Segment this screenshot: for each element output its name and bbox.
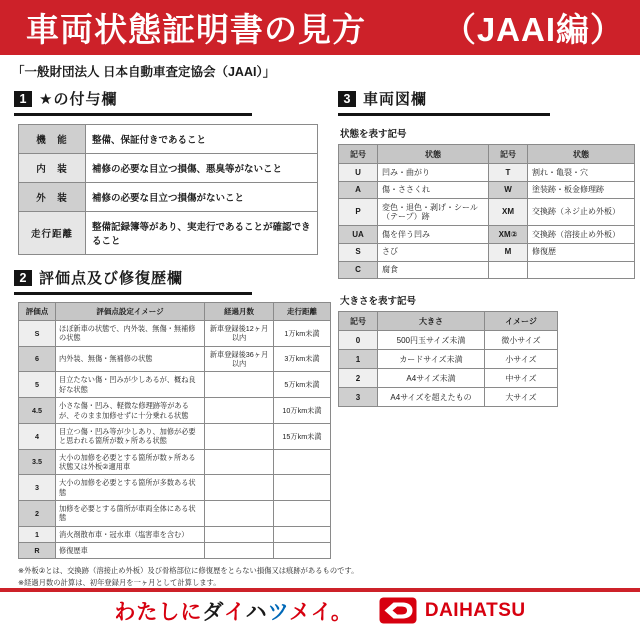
column-header: イメージ [485, 312, 558, 331]
size-cell: カードサイズ未満 [378, 350, 485, 369]
grade-table [18, 302, 331, 559]
status-cell-empty [528, 261, 635, 279]
slogan-part: イ [223, 600, 246, 624]
grade-cell: 5 [19, 372, 56, 398]
footnotes [18, 565, 359, 588]
right-column [338, 84, 628, 588]
symbol-cell: P [339, 199, 378, 226]
symbol-cell: U [339, 164, 378, 182]
section2-number-badge: 2 [14, 270, 32, 286]
status-cell: 傷を伴う凹み [378, 226, 489, 244]
table-row [339, 243, 635, 261]
column-header: 記号 [489, 145, 528, 164]
criteria-desc: 整備記録簿等があり、実走行であることが確認できること [86, 212, 318, 255]
grade-months [205, 423, 274, 449]
daihatsu-brand-logo [379, 597, 526, 624]
image-cell: 小サイズ [485, 350, 558, 369]
table-row [19, 423, 331, 449]
organization-subtitle: 「一般財団法人 日本自動車査定協会（JAAI）」 [12, 65, 276, 79]
symbol-cell: A [339, 181, 378, 199]
symbol-cell: 1 [339, 350, 378, 369]
grade-desc: 消火剤散布車・冠水車（塩害車を含む） [56, 526, 205, 542]
grade-distance [274, 526, 331, 542]
grade-desc: 修復歴車 [56, 543, 205, 559]
grade-cell: 2 [19, 501, 56, 527]
grade-cell: 1 [19, 526, 56, 542]
symbol-cell: C [339, 261, 378, 279]
table-row [339, 369, 558, 388]
table-row [19, 526, 331, 542]
section3-number-badge: 3 [338, 91, 356, 107]
column-header: 状態 [528, 145, 635, 164]
criteria-label: 機 能 [19, 125, 86, 154]
table-row [339, 226, 635, 244]
column-header: 記号 [339, 312, 378, 331]
status-cell: 塗装跡・板金修理跡 [528, 181, 635, 199]
grade-months: 新車登録後12ヶ月以内 [205, 321, 274, 347]
grade-months [205, 475, 274, 501]
criteria-desc: 補修の必要な目立つ損傷、悪臭等がないこと [86, 154, 318, 183]
grade-cell: 3.5 [19, 449, 56, 475]
size-table-label: 大きさを表す記号 [340, 296, 417, 308]
grade-distance [274, 543, 331, 559]
daihatsu-wordmark: DAIHATSU [424, 599, 526, 621]
table-row [19, 449, 331, 475]
size-cell: A4サイズを超えたもの [378, 388, 485, 407]
grade-distance: 5万km未満 [274, 372, 331, 398]
table-row [19, 154, 318, 183]
table-row [339, 164, 635, 182]
grade-desc: 小さな傷・凹み、軽微な修理跡等があるが、そのまま加修せずに十分乗れる状態 [56, 398, 205, 424]
criteria-label: 内 装 [19, 154, 86, 183]
symbol-cell: XM [489, 199, 528, 226]
table-row [19, 183, 318, 212]
content-area [0, 82, 640, 588]
grade-months [205, 449, 274, 475]
section3-title: 車両図欄 [363, 91, 428, 108]
page-title-edition: （JAAI編） [442, 11, 624, 48]
table-row [339, 388, 558, 407]
table-row [339, 199, 635, 226]
slogan-part: ハ [245, 600, 268, 624]
table-row [339, 350, 558, 369]
symbol-cell: 3 [339, 388, 378, 407]
grade-desc: ほぼ新車の状態で、内外装、無傷・無補修の状態 [56, 321, 205, 347]
table-row [19, 372, 331, 398]
footnote-line: ※経過月数の計算は、初年登録月を一ヶ月として計算します。 [18, 577, 221, 587]
column-header: 大きさ [378, 312, 485, 331]
criteria-desc: 補修の必要な目立つ損傷がないこと [86, 183, 318, 212]
size-cell: 500円玉サイズ未満 [378, 331, 485, 350]
grade-distance [274, 501, 331, 527]
symbol-cell: S [339, 243, 378, 261]
section1-title: ★の付与欄 [39, 91, 118, 108]
footnote-line: ※外板②とは、交換跡（溶接止め外板）及び骨格部位に修復歴をとらない損傷又は痕跡があるものです。 [18, 566, 359, 576]
grade-cell: 3 [19, 475, 56, 501]
grade-cell: R [19, 543, 56, 559]
column-header: 記号 [339, 145, 378, 164]
grade-cell: 6 [19, 346, 56, 372]
daihatsu-d-mark-icon [379, 597, 417, 624]
status-cell: 変色・退色・剥げ・シール（テープ）跡 [378, 199, 489, 226]
symbol-cell: XM② [489, 226, 528, 244]
grade-months [205, 526, 274, 542]
column-header: 評価点設定イメージ [56, 303, 205, 321]
table-row [19, 321, 331, 347]
header-bar [0, 0, 640, 55]
slogan-part: 。 [330, 600, 353, 624]
grade-cell: 4 [19, 423, 56, 449]
grade-desc: 目立つ傷・凹み等が少しあり、加修が必要と思われる箇所が数ヶ所ある状態 [56, 423, 205, 449]
table-header-row [339, 312, 558, 331]
column-header: 評価点 [19, 303, 56, 321]
grade-months: 新車登録後36ヶ月以内 [205, 346, 274, 372]
daihatsu-slogan-logo [114, 596, 352, 626]
image-cell: 大サイズ [485, 388, 558, 407]
symbol-cell: M [489, 243, 528, 261]
column-header: 経過月数 [205, 303, 274, 321]
table-row [339, 331, 558, 350]
status-cell: 修復歴 [528, 243, 635, 261]
status-cell: 傷・ささくれ [378, 181, 489, 199]
symbol-cell: UA [339, 226, 378, 244]
symbol-cell: 2 [339, 369, 378, 388]
status-symbol-table [338, 144, 635, 279]
grade-desc: 大小の加修を必要とする箇所が多数ある状態 [56, 475, 205, 501]
table-row [339, 181, 635, 199]
column-header: 走行距離 [274, 303, 331, 321]
slogan-part: メイ [289, 600, 331, 624]
grade-months [205, 398, 274, 424]
symbol-cell: T [489, 164, 528, 182]
slogan-part: ツ [267, 600, 290, 624]
table-header-row [19, 303, 331, 321]
grade-months [205, 501, 274, 527]
table-row [19, 398, 331, 424]
section2-header [14, 267, 252, 295]
status-cell: 腐食 [378, 261, 489, 279]
table-row [19, 125, 318, 154]
status-cell: 割れ・亀裂・穴 [528, 164, 635, 182]
grade-months [205, 543, 274, 559]
grade-distance: 15万km未満 [274, 423, 331, 449]
page-title: 車両状態証明書の見方 [26, 11, 366, 48]
symbol-cell: W [489, 181, 528, 199]
table-header-row [339, 145, 635, 164]
status-table-label: 状態を表す記号 [340, 129, 407, 140]
table-row [19, 346, 331, 372]
slogan-part: わたしに [114, 600, 203, 624]
symbol-cell-empty [489, 261, 528, 279]
section1-header [14, 88, 252, 116]
status-cell: 凹み・曲がり [378, 164, 489, 182]
grade-months [205, 372, 274, 398]
size-cell: A4サイズ未満 [378, 369, 485, 388]
grade-distance: 10万km未満 [274, 398, 331, 424]
table-row [19, 475, 331, 501]
footer [0, 592, 640, 629]
image-cell: 微小サイズ [485, 331, 558, 350]
criteria-label: 外 装 [19, 183, 86, 212]
grade-distance: 3万km未満 [274, 346, 331, 372]
grade-desc: 内外装、無傷・無補修の状態 [56, 346, 205, 372]
table-row [19, 543, 331, 559]
grade-distance [274, 475, 331, 501]
image-cell: 中サイズ [485, 369, 558, 388]
grade-desc: 目立たない傷・凹みが少しあるが、概ね良好な状態 [56, 372, 205, 398]
section2-title: 評価点及び修復歴欄 [39, 270, 184, 287]
status-cell: 交換跡（溶接止め外板） [528, 226, 635, 244]
table-row [19, 501, 331, 527]
column-header: 状態 [378, 145, 489, 164]
size-symbol-table [338, 311, 558, 407]
symbol-cell: 0 [339, 331, 378, 350]
criteria-desc: 整備、保証付きであること [86, 125, 318, 154]
section1-number-badge: 1 [14, 91, 32, 107]
grade-desc: 加修を必要とする箇所が車両全体にある状態 [56, 501, 205, 527]
grade-distance [274, 449, 331, 475]
table-row [339, 261, 635, 279]
grade-desc: 大小の加修を必要とする箇所が数ヶ所ある状態又は外板②適用車 [56, 449, 205, 475]
criteria-label: 走行距離 [19, 212, 86, 255]
slogan-part: ダ [202, 600, 224, 624]
status-cell: 交換跡（ネジ止め外板） [528, 199, 635, 226]
grade-cell: 4.5 [19, 398, 56, 424]
grade-cell: S [19, 321, 56, 347]
grade-distance: 1万km未満 [274, 321, 331, 347]
star-criteria-table [18, 124, 318, 255]
table-row [19, 212, 318, 255]
section3-header [338, 88, 550, 116]
status-cell: さび [378, 243, 489, 261]
